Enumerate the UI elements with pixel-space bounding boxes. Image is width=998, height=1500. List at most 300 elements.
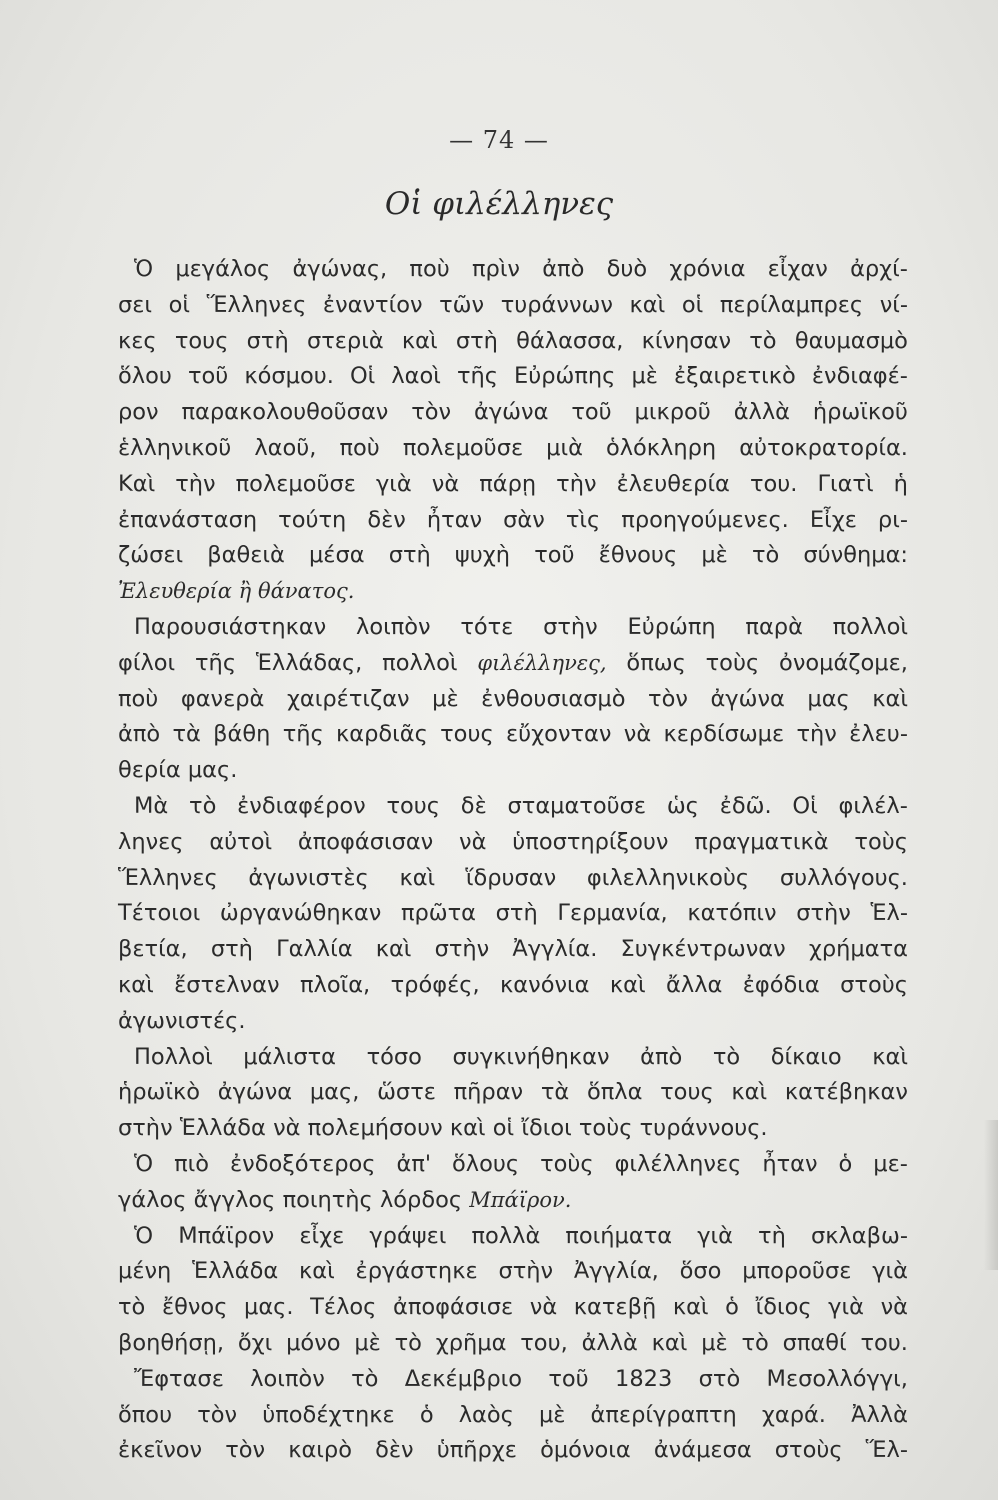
word: στὴ (495, 900, 538, 927)
word: οἱ (681, 291, 704, 318)
word: ποὺ (409, 256, 450, 282)
word: τὴν (175, 470, 216, 497)
word: Τέλος (310, 1294, 377, 1321)
word: μάλιστα (243, 1043, 337, 1070)
word: λαοῦ, (254, 434, 317, 461)
word: ἀλλὰ (733, 399, 790, 426)
word: τῆς (282, 721, 324, 748)
word: Οἱ (792, 792, 818, 819)
emphasized-word: θάνατος. (257, 579, 355, 604)
word: θαυμασμὸ (794, 327, 908, 354)
word: μικροῦ (634, 399, 711, 426)
word: τοῦ (571, 399, 612, 426)
word: τὸ (712, 1043, 741, 1070)
word: μένη (118, 1258, 172, 1285)
word: σύνθημα: (803, 542, 908, 569)
body-text (118, 252, 908, 1469)
word: μὲ (432, 685, 459, 712)
word: ὠργανώθηκαν (219, 900, 382, 927)
word: Ἀγγλία. (512, 936, 598, 963)
word: κόσμου. (244, 363, 334, 390)
text-line (118, 1004, 908, 1040)
text-line (118, 395, 908, 431)
word: πολεμοῦσε (235, 470, 356, 497)
word: μὲ (538, 1401, 566, 1428)
word: Ἔφτασε (134, 1365, 224, 1392)
text-line (118, 1326, 908, 1362)
word: λοιπὸν (356, 613, 431, 640)
word: Ὁ (134, 1222, 154, 1249)
word: Γιατὶ (817, 470, 874, 497)
word: ἐργάστηκε (355, 1258, 478, 1285)
word: εἶχε (299, 1222, 345, 1249)
word: ζώσει (118, 542, 184, 569)
word: Δεκέμβριο (404, 1365, 523, 1392)
word: ἐλευθερία (616, 470, 730, 497)
word: ἀποφάσισε (393, 1294, 514, 1321)
word: ἑλληνικοῦ (118, 434, 232, 461)
word: καὶ (118, 971, 154, 998)
word: Γερμανία, (557, 900, 668, 927)
word: οἱ (168, 291, 191, 318)
emphasized-word: φιλέλληνες, (477, 650, 607, 675)
word: κατέβηκαν (784, 1079, 908, 1106)
word: ἀγώνας, (292, 256, 388, 282)
word: εἶχαν (767, 256, 828, 282)
word: κατεβῇ (573, 1294, 657, 1321)
word: νὰ (431, 470, 460, 497)
word: ἐδῶ. (719, 792, 772, 819)
word: καὶ (731, 1079, 768, 1106)
word: πολλοὶ (382, 649, 458, 676)
word: Μπάϊρον (178, 1222, 275, 1249)
word: μόνο (286, 1329, 341, 1356)
word: Καὶ (118, 470, 156, 497)
word: ἡ (893, 470, 908, 497)
word: Πολλοὶ (134, 1043, 213, 1070)
word: φίλοι (118, 649, 176, 676)
word: Γαλλία (276, 936, 353, 963)
word: Ὁ (134, 1150, 154, 1177)
page-number: — 74 — (449, 126, 549, 154)
word: τους (174, 327, 229, 354)
word: συγκινήθηκαν (452, 1043, 610, 1070)
word: τὸν (197, 1401, 238, 1428)
word: μὲ (701, 1329, 728, 1356)
word: καὶ (401, 327, 438, 354)
word: Εἶχε (809, 506, 857, 533)
word: ὁ (419, 1401, 434, 1428)
word: λαὸς (458, 1401, 514, 1428)
word: στὴ (246, 327, 289, 354)
word: νὰ (459, 828, 487, 855)
word: δυὸ (606, 256, 648, 282)
word: αὐτοκρατορία. (739, 434, 908, 461)
text-line (118, 1111, 908, 1147)
word: χαιρέτιζαν (286, 685, 410, 712)
word: τόσο (366, 1043, 422, 1070)
word: τὸν (225, 1437, 266, 1464)
word: τυράννων (500, 291, 613, 318)
word: Οἱ (349, 363, 376, 390)
word: ἀλλὰ (581, 1329, 638, 1356)
text-line (118, 1290, 908, 1326)
word: τὸν (648, 685, 688, 712)
word: κίνησαν (641, 327, 732, 354)
word: δὲν (367, 506, 406, 533)
word: ποὺ (339, 434, 380, 461)
text-line (118, 753, 908, 789)
word: ἴδιοι (521, 1115, 572, 1142)
word: τὰ (540, 1079, 570, 1106)
word: καὶ (651, 1329, 688, 1356)
word: στὴν (434, 936, 490, 963)
word: θάλασσα, (516, 327, 624, 354)
word: καὶ (672, 1294, 709, 1321)
word: μέσα (308, 542, 365, 569)
word: τυράννους. (639, 1115, 768, 1142)
word: τὴ (758, 1222, 786, 1249)
word: καὶ (872, 1043, 908, 1070)
word: ἀπερίγραπτη (590, 1401, 737, 1428)
word: χαρά. (761, 1401, 826, 1428)
word: στοὺς (774, 1437, 843, 1464)
word: στὴν (796, 900, 851, 927)
word: σκλαβω- (810, 1222, 908, 1249)
word: τοῦ (187, 363, 229, 390)
word: μὲ (354, 1329, 381, 1356)
text-line (118, 932, 908, 968)
word: Ἀλλὰ (851, 1401, 908, 1428)
word: ἀπὸ (640, 1043, 683, 1070)
word: ὑπῆρχε (436, 1437, 517, 1464)
word: φανερὰ (180, 685, 265, 712)
word: πρῶτα (400, 900, 476, 927)
word: τὸ (749, 327, 777, 354)
word: ἐνθουσιασμὸ (481, 685, 626, 712)
text-line (118, 825, 908, 861)
word: τὴν (796, 721, 837, 748)
text-line (118, 503, 908, 539)
word: ὅπλα (586, 1079, 643, 1106)
word: στὴ (210, 936, 253, 963)
word: φιλελληνικοὺς (586, 864, 750, 891)
word: ἐνδοξότερος (229, 1150, 376, 1177)
word: ἀπὸ (118, 721, 161, 748)
word: στὴν (118, 1115, 173, 1142)
word: ἀγώνα (217, 1079, 293, 1106)
word: τὸ (394, 1329, 422, 1356)
word: καὶ (609, 971, 646, 998)
word: μεγάλος (175, 256, 271, 282)
word: τούτη (278, 506, 347, 533)
word: ἦταν (426, 506, 483, 533)
word: ἐφόδια (742, 971, 820, 998)
text-line (118, 359, 908, 395)
word: σὰν (503, 506, 545, 533)
word: περίλαμπρες (719, 291, 864, 318)
word: μας. (244, 1294, 294, 1321)
word: γιὰ (375, 470, 412, 497)
word: Εὐρώπη (627, 613, 716, 640)
word: Ἑλ- (870, 900, 908, 927)
word: στεριὰ (306, 327, 384, 354)
word: Εὐρώπης (514, 363, 616, 390)
word: ὁμόνοια (540, 1437, 631, 1464)
word: Ἀγγλία, (573, 1258, 659, 1285)
word: τὸ (189, 792, 217, 819)
word: σταματοῦσε (507, 792, 647, 819)
word: θερία (118, 757, 181, 784)
word: σει (118, 291, 153, 318)
text-line (118, 682, 908, 718)
word: ὅσο (679, 1258, 722, 1285)
word: ὡς (666, 792, 699, 819)
word: πρὶν (471, 256, 520, 282)
word: λοιπὸν (250, 1365, 325, 1392)
word: τὸ (741, 1329, 769, 1356)
word: καὶ (399, 864, 436, 891)
page-edge-shadow (984, 1120, 998, 1270)
word: τῆς (456, 363, 498, 390)
word: ἵδρυσαν (465, 864, 557, 891)
word: ἔθνους (598, 542, 678, 569)
word: τους (386, 792, 441, 819)
word: δὲ (460, 792, 487, 819)
chapter-title: Οἱ φιλέλληνες (384, 186, 614, 222)
text-line (118, 646, 908, 682)
word: γιὰ (872, 1258, 908, 1285)
word: ληνες (118, 828, 184, 855)
text-line (118, 1147, 908, 1183)
word: Ὁ (134, 256, 154, 282)
word: καὶ (449, 1115, 486, 1142)
word: Μεσολλόγγι, (766, 1365, 908, 1392)
word: παρὰ (745, 613, 803, 640)
word: λαοὶ (391, 363, 441, 390)
word: γιὰ (828, 1294, 864, 1321)
text-line (118, 1219, 908, 1255)
word: ἀπὸ (542, 256, 585, 282)
word: τὴν (556, 470, 597, 497)
word: καὶ (299, 1258, 335, 1285)
word: τὸν (411, 399, 452, 426)
word: τους (440, 721, 494, 748)
word: ὁ (725, 1294, 739, 1321)
word: τῶν (439, 291, 485, 318)
word: τὸ (351, 1365, 379, 1392)
word: Ἕλληνες (206, 291, 307, 318)
word: οἱ (492, 1115, 515, 1142)
word: ἔθνος (161, 1294, 228, 1321)
word: ἀνάμεσα (653, 1437, 752, 1464)
text-line (118, 574, 908, 610)
word: Ἑλλάδα (179, 1115, 266, 1142)
word: του. (749, 470, 798, 497)
text-line (118, 431, 908, 467)
word: φιλέλ- (838, 792, 908, 819)
word: νὰ (529, 1294, 558, 1321)
word: ρι- (877, 506, 908, 533)
word: στὸ (698, 1365, 741, 1392)
word: πολλοὶ (832, 613, 908, 640)
word: χρῆμα (435, 1329, 507, 1356)
text-line (118, 1254, 908, 1290)
word: ἡρωϊκὸ (118, 1079, 201, 1106)
text-line (118, 1075, 908, 1111)
word: Ἕλ- (865, 1437, 908, 1464)
word: ἀγωνιστές. (118, 1007, 246, 1034)
text-line (118, 610, 908, 646)
word: λόρδος (379, 1186, 463, 1213)
word: ἐξαιρετικὸ (674, 363, 796, 390)
word: συλλόγους. (779, 864, 908, 891)
word: του. (860, 1329, 908, 1356)
word: χρόνια (669, 256, 746, 282)
word: ἡρωϊκοῦ (812, 399, 908, 426)
word: ὥστε (377, 1079, 436, 1106)
word: δὲν (375, 1437, 414, 1464)
emphasized-word: ἢ (238, 579, 252, 604)
word: Τέτοιοι (118, 900, 201, 927)
word: μποροῦσε (742, 1258, 852, 1285)
text-line (118, 324, 908, 360)
word: μιὰ (546, 434, 583, 461)
word: παρακολουθοῦσαν (181, 399, 389, 426)
word: μας. (187, 757, 238, 784)
emphasized-word: Μπάϊρον. (469, 1187, 572, 1212)
word: ἀγώνα (710, 685, 785, 712)
text-line (118, 1362, 908, 1398)
word: στοὺς (840, 971, 908, 998)
word: ὅπως (626, 649, 686, 676)
word: Ἕλληνες (118, 864, 218, 891)
word: τὸ (751, 542, 780, 569)
word: ὁ (838, 1150, 853, 1177)
text-line (118, 896, 908, 932)
word: ὅπου (118, 1401, 173, 1428)
word: φιλέλληνες (614, 1150, 742, 1177)
word: καιρὸ (288, 1437, 352, 1464)
word: μὲ (631, 363, 658, 390)
word: στὴν (498, 1258, 554, 1285)
text-line (118, 968, 908, 1004)
word: νὰ (623, 721, 652, 748)
text-line (118, 1398, 908, 1434)
word: πραγματικὰ (694, 828, 829, 855)
word: Ἑλλάδας, (255, 649, 363, 676)
word: ποιήματα (565, 1222, 673, 1249)
word: νί- (879, 291, 908, 318)
word: ἄγγλος (193, 1186, 276, 1213)
word: τοὺς (540, 1150, 594, 1177)
word: ἐνδιαφέρον (237, 792, 366, 819)
word: ποὺ (118, 685, 159, 712)
word: μας (807, 685, 850, 712)
word: χρήματα (808, 936, 908, 963)
word: τῆς (195, 649, 237, 676)
word: ὀνομάζομε, (779, 649, 908, 676)
word: ἀγώνα (474, 399, 549, 426)
word: προηγούμενες. (621, 506, 789, 533)
word: ὑποδέχτηκε (262, 1401, 395, 1428)
word: ὁλόκληρη (605, 434, 717, 461)
word: βοηθήσῃ, (118, 1329, 225, 1356)
word: βαθειὰ (207, 542, 285, 569)
emphasized-word: Ἐλευθερία (118, 579, 232, 604)
text-line (118, 288, 908, 324)
word: καὶ (629, 291, 666, 318)
word: ἀρχί- (850, 256, 908, 282)
text-line (118, 538, 908, 574)
word: ἴδιος (755, 1294, 812, 1321)
word: στὴ (455, 327, 498, 354)
word: νὰ (880, 1294, 908, 1321)
word: ἔστελναν (174, 971, 280, 998)
word: ἐκεῖνον (118, 1437, 203, 1464)
word: τοὺς (578, 1115, 633, 1142)
word: Μὰ (134, 792, 169, 819)
word: ὑποστηρίξουν (512, 828, 669, 855)
word: ἄλλα (666, 971, 723, 998)
word: ἐπανάσταση (118, 506, 258, 533)
word: νὰ (273, 1115, 301, 1142)
word: στὴ (388, 542, 431, 569)
word: ἐλευ- (849, 721, 908, 748)
word: ἀπ' (396, 1150, 432, 1177)
word: τὶς (565, 506, 601, 533)
word: γράψει (369, 1222, 447, 1249)
word: Συγκέντρωναν (620, 936, 786, 963)
word: πολεμήσουν (307, 1115, 443, 1142)
word: Ἑλλάδα (192, 1258, 279, 1285)
word: ρον (118, 399, 159, 426)
word: ψυχὴ (454, 542, 511, 569)
word: τότε (460, 613, 514, 640)
word: ἀγωνιστὲς (248, 864, 369, 891)
word: μὲ (701, 542, 728, 569)
word: κανόνια (500, 971, 590, 998)
text-line (118, 1433, 908, 1469)
text-line (118, 789, 908, 825)
word: καὶ (375, 936, 412, 963)
word: του, (520, 1329, 568, 1356)
word: ποιητὴς (282, 1186, 373, 1213)
word: σπαθί (782, 1329, 847, 1356)
word: τὰ (172, 721, 201, 748)
word: βάθη (213, 721, 271, 748)
text-line (118, 1183, 908, 1219)
word: ἀποφάσισαν (297, 828, 434, 855)
word: εὔχονταν (506, 721, 612, 748)
word: τοῦ (534, 542, 575, 569)
word: πολλὰ (471, 1222, 541, 1249)
word: ὄχι (237, 1329, 273, 1356)
word: στὴν (543, 613, 598, 640)
word: τοὺς (854, 828, 908, 855)
word: πιὸ (174, 1150, 209, 1177)
text-line (118, 1040, 908, 1076)
text-line (118, 252, 908, 288)
word: πλοῖα, (299, 971, 371, 998)
word: πολεμοῦσε (402, 434, 524, 461)
text-line (118, 717, 908, 753)
word: ἐνδιαφέ- (811, 363, 908, 390)
word: πῆραν (453, 1079, 524, 1106)
word: ὅλου (118, 363, 172, 390)
word: μας, (309, 1079, 360, 1106)
word: γιὰ (697, 1222, 733, 1249)
